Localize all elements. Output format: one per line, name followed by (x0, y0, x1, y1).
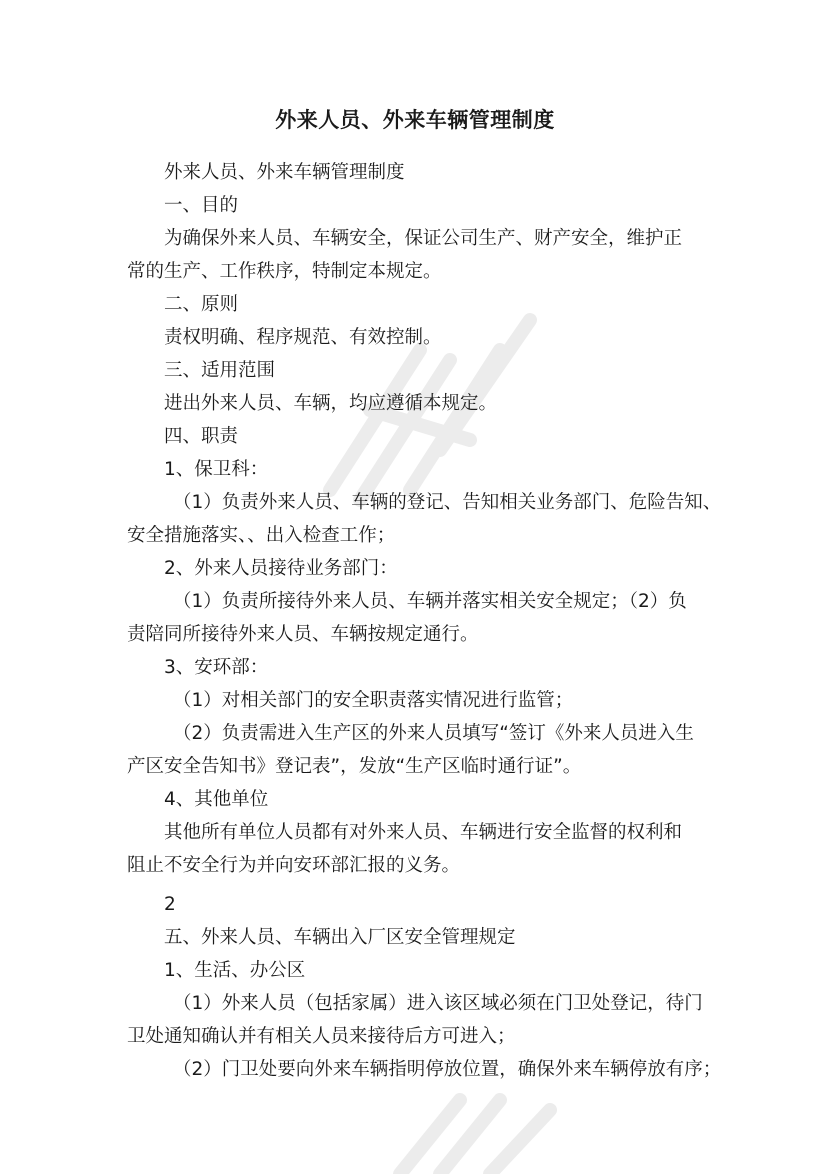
body-line: 常的生产、工作秩序，特制定本规定。 (127, 261, 442, 282)
body-line: （1）对相关部门的安全职责落实情况进行监管； (173, 690, 574, 711)
section-heading: 一、目的 (164, 195, 239, 216)
document-body (127, 156, 722, 1086)
subsection-heading: 2、外来人员接待业务部门： (164, 558, 398, 579)
body-line: （1）外来人员（包括家属）进入该区域必须在门卫处登记，待门 (173, 993, 703, 1014)
subsection-heading: 4、其他单位 (164, 789, 269, 810)
body-line: 产区安全告知书》登记表”，发放“生产区临时通行证”。 (127, 756, 582, 777)
body-line: 安全措施落实、、出入检查工作； (127, 525, 396, 546)
subsection-heading: 3、安环部： (164, 657, 269, 678)
body-line: （1）负责外来人员、车辆的登记、告知相关业务部门、危险告知、 (173, 492, 722, 513)
body-line: （2）负责需进入生产区的外来人员填写“签订《外来人员进入生 (173, 723, 694, 744)
body-line: 其他所有单位人员都有对外来人员、车辆进行安全监督的权利和 (164, 822, 683, 843)
body-line: 阻止不安全行为并向安环部汇报的义务。 (127, 855, 461, 876)
body-line: 卫处通知确认并有相关人员来接待后方可进入； (127, 1026, 516, 1047)
section-heading: 三、适用范围 (164, 360, 276, 381)
body-line: （2）门卫处要向外来车辆指明停放位置，确保外来车辆停放有序； (173, 1059, 722, 1080)
body-line: 进出外来人员、车辆，均应遵循本规定。 (164, 393, 498, 414)
body-line: 为确保外来人员、车辆安全，保证公司生产、财产安全，维护正 (164, 228, 683, 249)
page-number-text: 2 (164, 894, 176, 915)
document-title: 外来人员、外来车辆管理制度 (275, 108, 555, 132)
body-line: （1）负责所接待外来人员、车辆并落实相关安全规定；（2）负 (173, 591, 687, 612)
watermark-graphic-lower (380, 1080, 580, 1174)
body-line: 外来人员、外来车辆管理制度 (164, 162, 405, 183)
section-heading: 五、外来人员、车辆出入厂区安全管理规定 (164, 927, 516, 948)
body-line: 责陪同所接待外来人员、车辆按规定通行。 (127, 624, 479, 645)
section-heading: 二、原则 (164, 294, 239, 315)
subsection-heading: 1、保卫科： (164, 459, 269, 480)
body-line: 责权明确、程序规范、有效控制。 (164, 327, 442, 348)
subsection-heading: 1、生活、办公区 (164, 960, 306, 981)
section-heading: 四、职责 (164, 426, 239, 447)
